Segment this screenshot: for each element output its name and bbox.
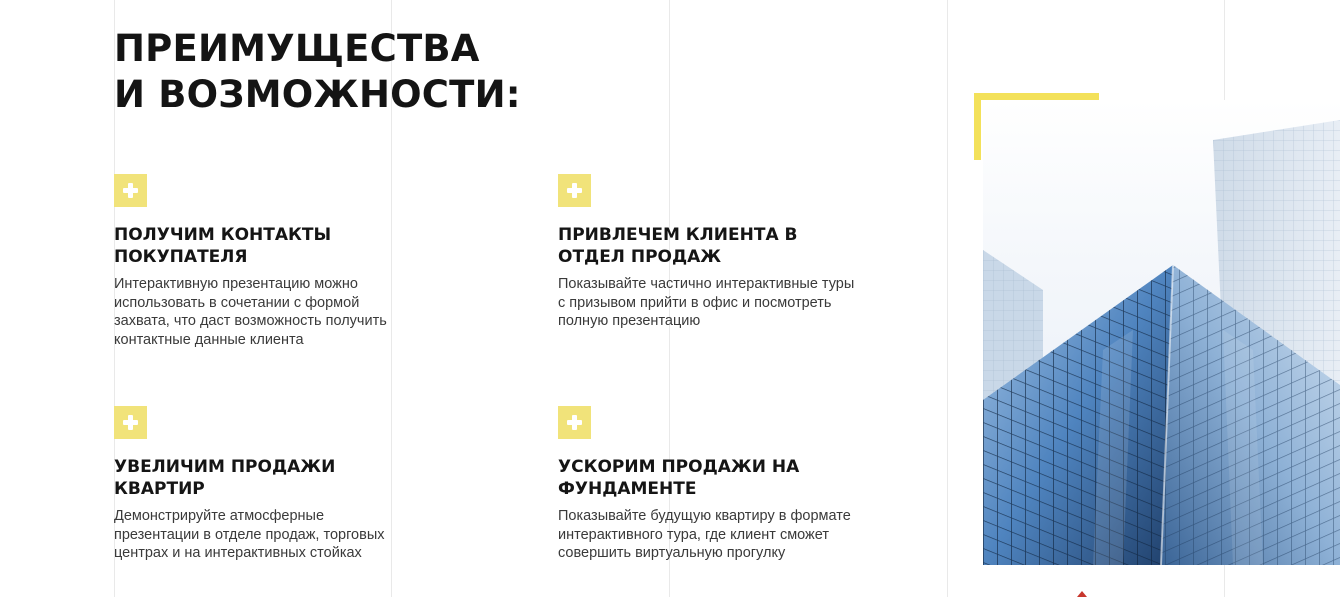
feature-text-line: использовать в сочетании с формой (114, 294, 360, 311)
feature-description (558, 507, 888, 563)
feature-attract-client (558, 174, 888, 331)
feature-title-line: ПРИВЛЕЧЕМ КЛИЕНТА В (558, 225, 798, 245)
feature-title (558, 456, 888, 500)
feature-title-line: ПОКУПАТЕЛЯ (114, 247, 248, 267)
grid-line (947, 0, 948, 597)
section-title-line: И ВОЗМОЖНОСТИ: (114, 73, 521, 116)
feature-speed-up-sales (558, 406, 888, 563)
plus-icon (558, 406, 591, 439)
skyscraper-image (983, 100, 1340, 565)
plus-icon (114, 174, 147, 207)
feature-text-line: центрах и на интерактивных стойках (114, 545, 362, 561)
feature-description (114, 507, 444, 563)
feature-text-line: совершить виртуальную прогулку (558, 545, 786, 561)
feature-title (114, 456, 444, 500)
feature-text-line: контактные данные клиента (114, 331, 304, 348)
feature-text-line: захвата, что даст возможность получить (114, 313, 387, 329)
feature-text-line: интерактивного тура, где клиент сможет (558, 526, 829, 543)
feature-title-line: ПОЛУЧИМ КОНТАКТЫ (114, 225, 332, 245)
feature-text-line: с призывом прийти в офис и посмотреть (558, 294, 832, 311)
feature-title (558, 224, 888, 268)
plus-icon (558, 174, 591, 207)
red-triangle-icon (1077, 591, 1087, 597)
section-title-line: ПРЕИМУЩЕСТВА (114, 27, 480, 70)
feature-description (558, 275, 888, 331)
feature-get-contacts (114, 174, 444, 349)
feature-title-line: ФУНДАМЕНТЕ (558, 479, 697, 499)
feature-text-line: Показывайте частично интерактивные туры (558, 276, 855, 292)
feature-title-line: ОТДЕЛ ПРОДАЖ (558, 247, 722, 267)
feature-title-line: УВЕЛИЧИМ ПРОДАЖИ (114, 457, 336, 477)
frame-corner-left (974, 93, 981, 160)
plus-icon (114, 406, 147, 439)
feature-title (114, 224, 444, 268)
section-title (114, 26, 521, 118)
feature-title-line: КВАРТИР (114, 479, 205, 499)
feature-increase-sales (114, 406, 444, 563)
feature-description (114, 275, 444, 349)
feature-title-line: УСКОРИМ ПРОДАЖИ НА (558, 457, 800, 477)
feature-text-line: Интерактивную презентацию можно (114, 276, 358, 292)
feature-text-line: полную презентацию (558, 313, 701, 329)
feature-text-line: Демонстрируйте атмосферные (114, 508, 325, 524)
feature-text-line: презентации в отделе продаж, торговых (114, 526, 385, 543)
feature-text-line: Показывайте будущую квартиру в формате (558, 508, 851, 524)
frame-corner-top (974, 93, 1099, 100)
